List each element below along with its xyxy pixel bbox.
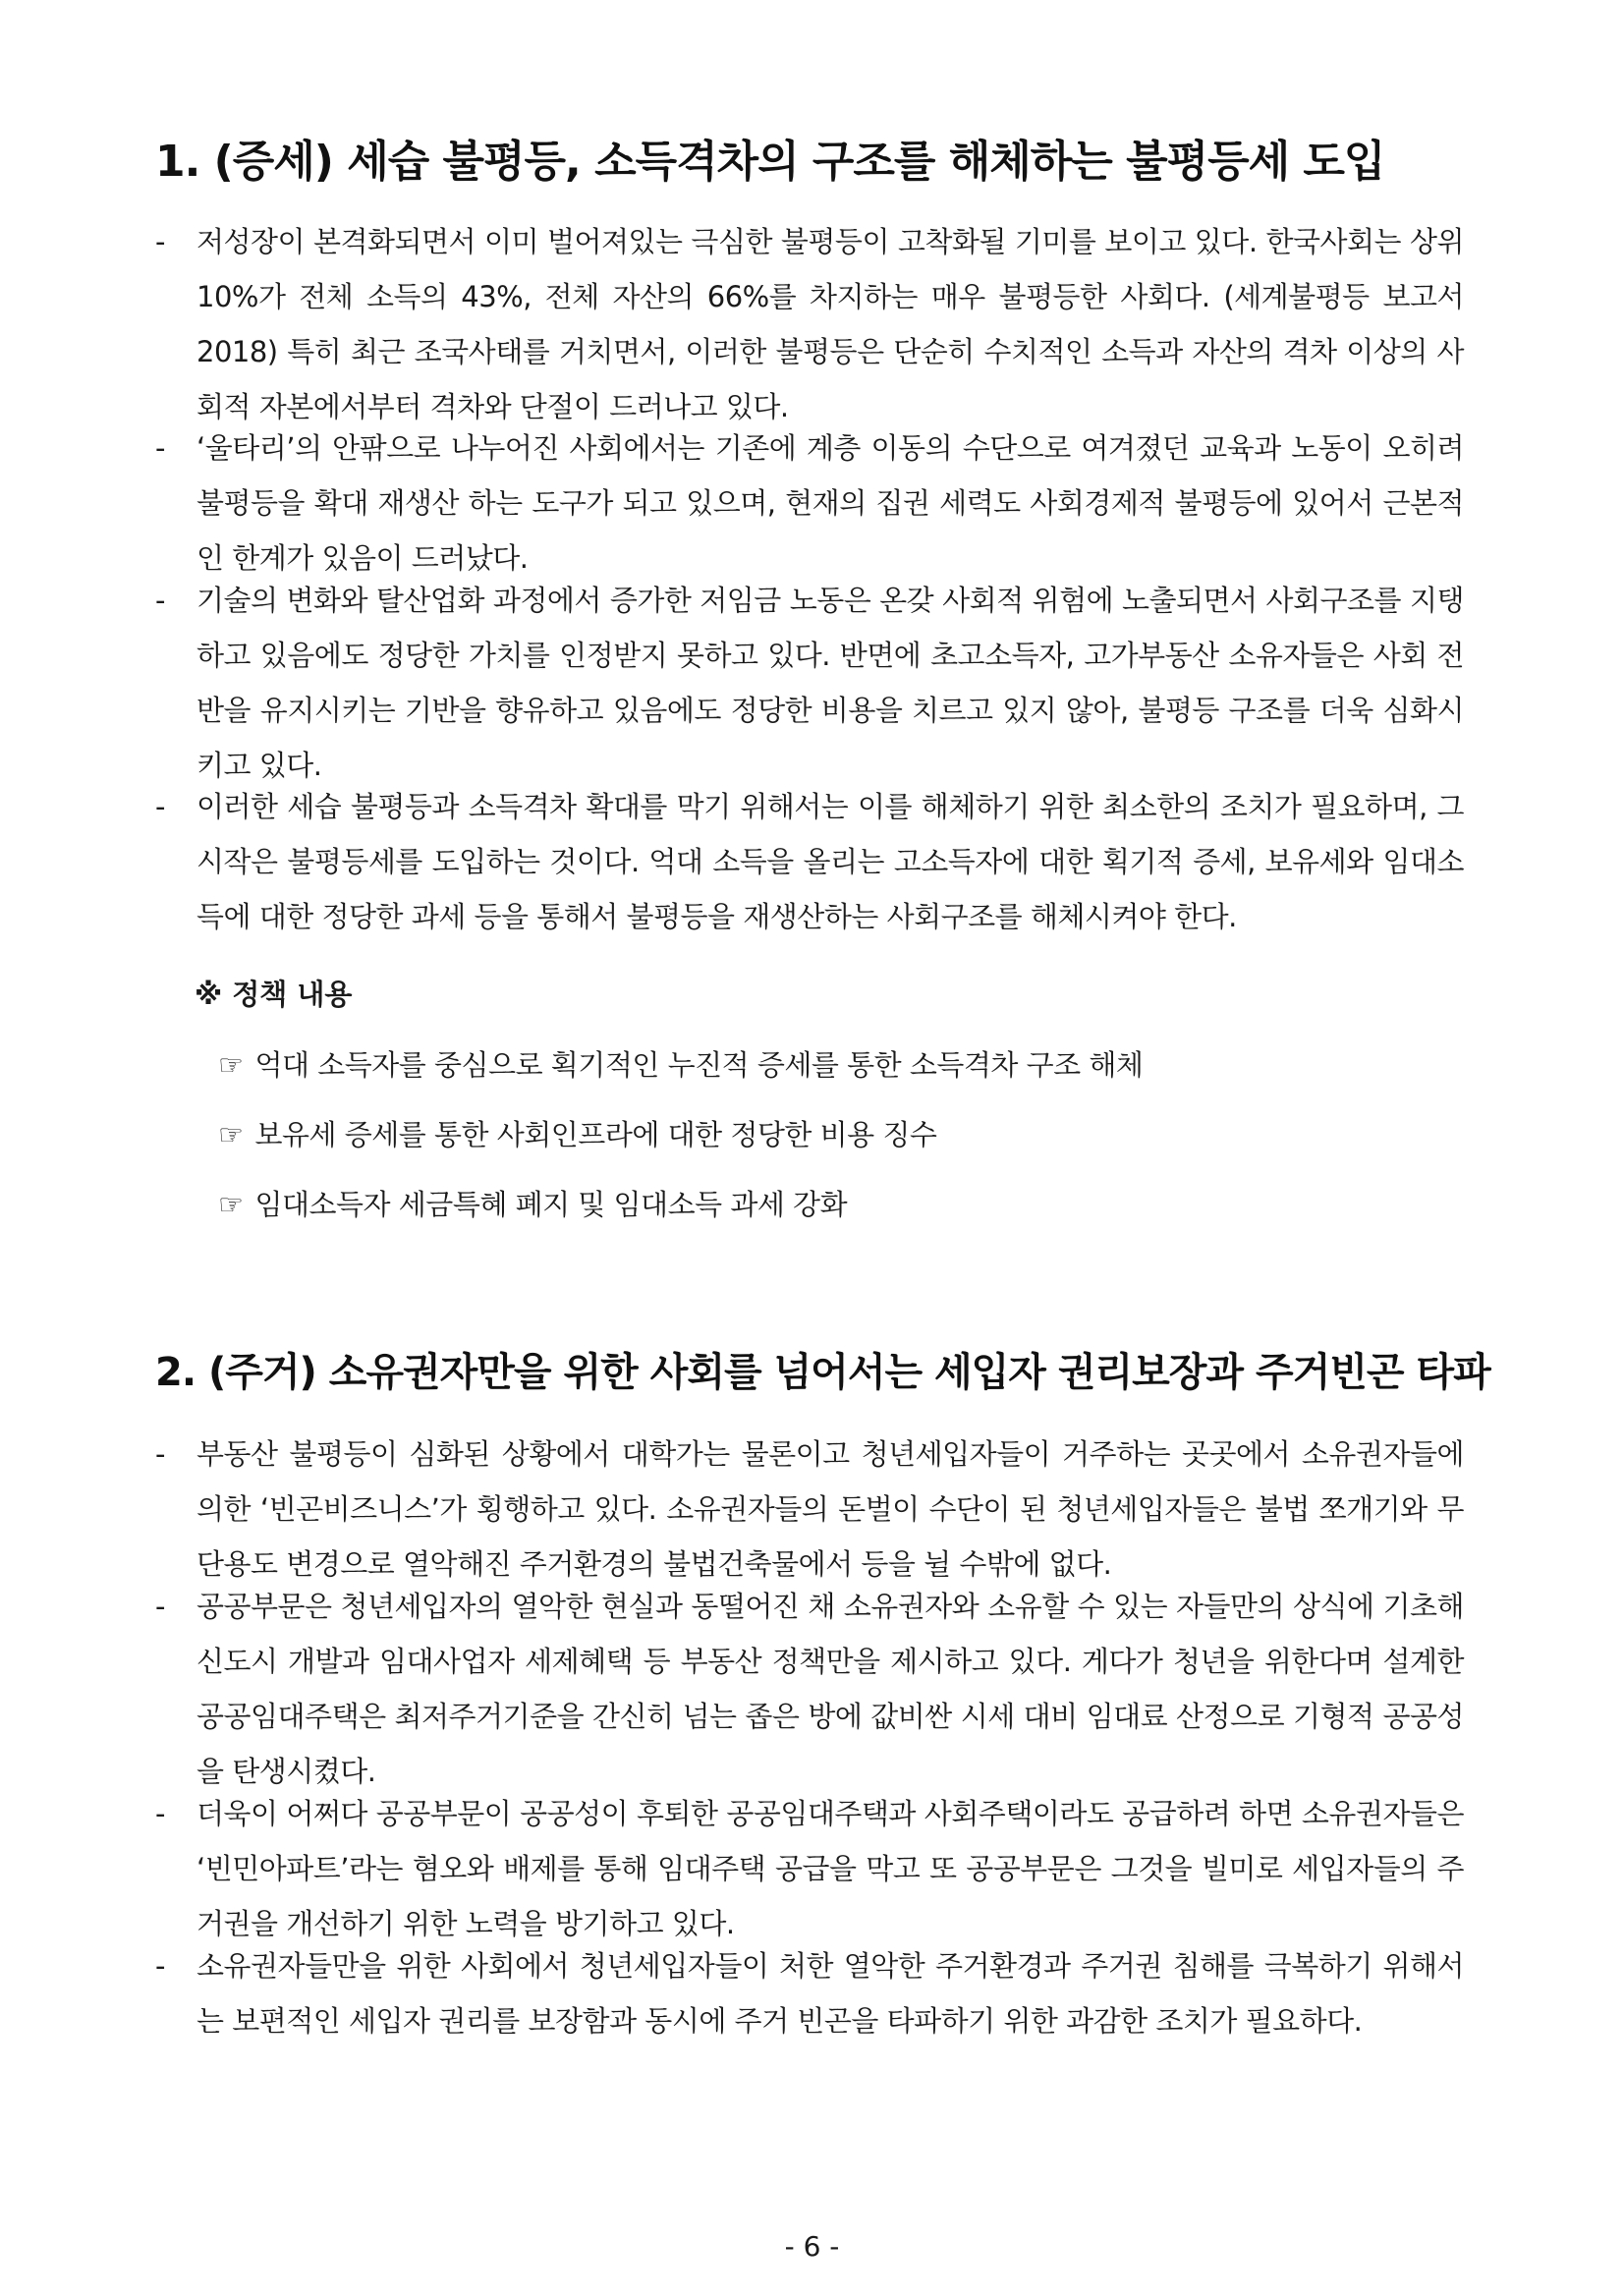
- bullet-dash: -: [155, 1437, 165, 1471]
- section-2-title: 2. (주거) 소유권자만을 위한 사회를 넘어서는 세입자 권리보장과 주거빈곤 타파: [155, 1350, 1490, 1395]
- policy-item: ☞ 억대 소득자를 중심으로 획기적인 누진적 증세를 통한 소득격차 구조 해체: [218, 1048, 1144, 1082]
- bullet-dash: -: [155, 1590, 165, 1623]
- policy-item: ☞ 임대소득자 세금특혜 폐지 및 임대소득 과세 강화: [218, 1188, 848, 1221]
- pointing-hand-icon: ☞: [218, 1048, 244, 1082]
- bullet-dash: -: [155, 1949, 165, 1983]
- section-2-paragraph: - 공공부문은 청년세입자의 열악한 현실과 동떨어진 채 소유권자와 소유할 수 있는 자들만의 상식에 기초해 신도시 개발과 임대사업자 세제혜택 등 부동산 정책만을 제시하고 있다. 게다가 청년을 위한다며 설계한 공공임대주택은 최저주거기준을 간신히 넘는 좁은 방에 값비싼 시세 대비 임대료 산정으로 기형적 공공성을 탄생시켰다.: [196, 1579, 1464, 1799]
- pointing-hand-icon: ☞: [218, 1118, 244, 1151]
- section-1-paragraph: - 이러한 세습 불평등과 소득격차 확대를 막기 위해서는 이를 해체하기 위한 최소한의 조치가 필요하며, 그 시작은 불평등세를 도입하는 것이다. 억대 소득을 올리는 고소득자에 대한 획기적 증세, 보유세와 임대소득에 대한 정당한 과세 등을 통해서 불평등을 재생산하는 사회구조를 해체시켜야 한다.: [196, 779, 1464, 944]
- section-1-paragraph: - ‘울타리’의 안팎으로 나누어진 사회에서는 기존에 계층 이동의 수단으로 여겨졌던 교육과 노동이 오히려 불평등을 확대 재생산 하는 도구가 되고 있으며, 현재의 집권 세력도 사회경제적 불평등에 있어서 근본적인 한계가 있음이 드러났다.: [196, 420, 1464, 586]
- bullet-dash: -: [155, 225, 165, 258]
- bullet-dash: -: [155, 1797, 165, 1830]
- pointing-hand-icon: ☞: [218, 1188, 244, 1221]
- page-number: - 6 -: [784, 2230, 840, 2263]
- section-1-paragraph: - 기술의 변화와 탈산업화 과정에서 증가한 저임금 노동은 온갖 사회적 위험에 노출되면서 사회구조를 지탱하고 있음에도 정당한 가치를 인정받지 못하고 있다. 반면에 초고소득자, 고가부동산 소유자들은 사회 전반을 유지시키는 기반을 향유하고 있음에도 정당한 비용을 치르고 있지 않아, 불평등 구조를 더욱 심화시키고 있다.: [196, 573, 1464, 793]
- section-2-paragraph: - 부동산 불평등이 심화된 상황에서 대학가는 물론이고 청년세입자들이 거주하는 곳곳에서 소유권자들에 의한 ‘빈곤비즈니스’가 횡행하고 있다. 소유권자들의 돈벌이 수단이 된 청년세입자들은 불법 쪼개기와 무단용도 변경으로 열악해진 주거환경의 불법건축물에서 등을 뉠 수밖에 없다.: [196, 1427, 1464, 1592]
- bullet-dash: -: [155, 790, 165, 823]
- section-2-paragraph: - 소유권자들만을 위한 사회에서 청년세입자들이 처한 열악한 주거환경과 주거권 침해를 극복하기 위해서는 보편적인 세입자 권리를 보장함과 동시에 주거 빈곤을 타파하기 위한 과감한 조치가 필요하다.: [196, 1938, 1464, 2048]
- section-1-title: 1. (증세) 세습 불평등, 소득격차의 구조를 해체하는 불평등세 도입: [155, 137, 1385, 187]
- bullet-dash: -: [155, 431, 165, 465]
- section-2-paragraph: - 더욱이 어쩌다 공공부문이 공공성이 후퇴한 공공임대주택과 사회주택이라도 공급하려 하면 소유권자들은 ‘빈민아파트’라는 혐오와 배제를 통해 임대주택 공급을 막고 또 공공부문은 그것을 빌미로 세입자들의 주거권을 개선하기 위한 노력을 방기하고 있다.: [196, 1786, 1464, 1951]
- bullet-dash: -: [155, 584, 165, 617]
- section-1-paragraph: - 저성장이 본격화되면서 이미 벌어져있는 극심한 불평등이 고착화될 기미를 보이고 있다. 한국사회는 상위 10%가 전체 소득의 43%, 전체 자산의 66%를 차지하는 매우 불평등한 사회다. (세계불평등 보고서 2018) 특히 최근 조국사태를 거치면서, 이러한 불평등은 단순히 수치적인 소득과 자산의 격차 이상의 사회적 자본에서부터 격차와 단절이 드러나고 있다.: [196, 214, 1464, 434]
- policy-item: ☞ 보유세 증세를 통한 사회인프라에 대한 정당한 비용 징수: [218, 1118, 937, 1151]
- policy-heading: ※ 정책 내용: [195, 978, 353, 1011]
